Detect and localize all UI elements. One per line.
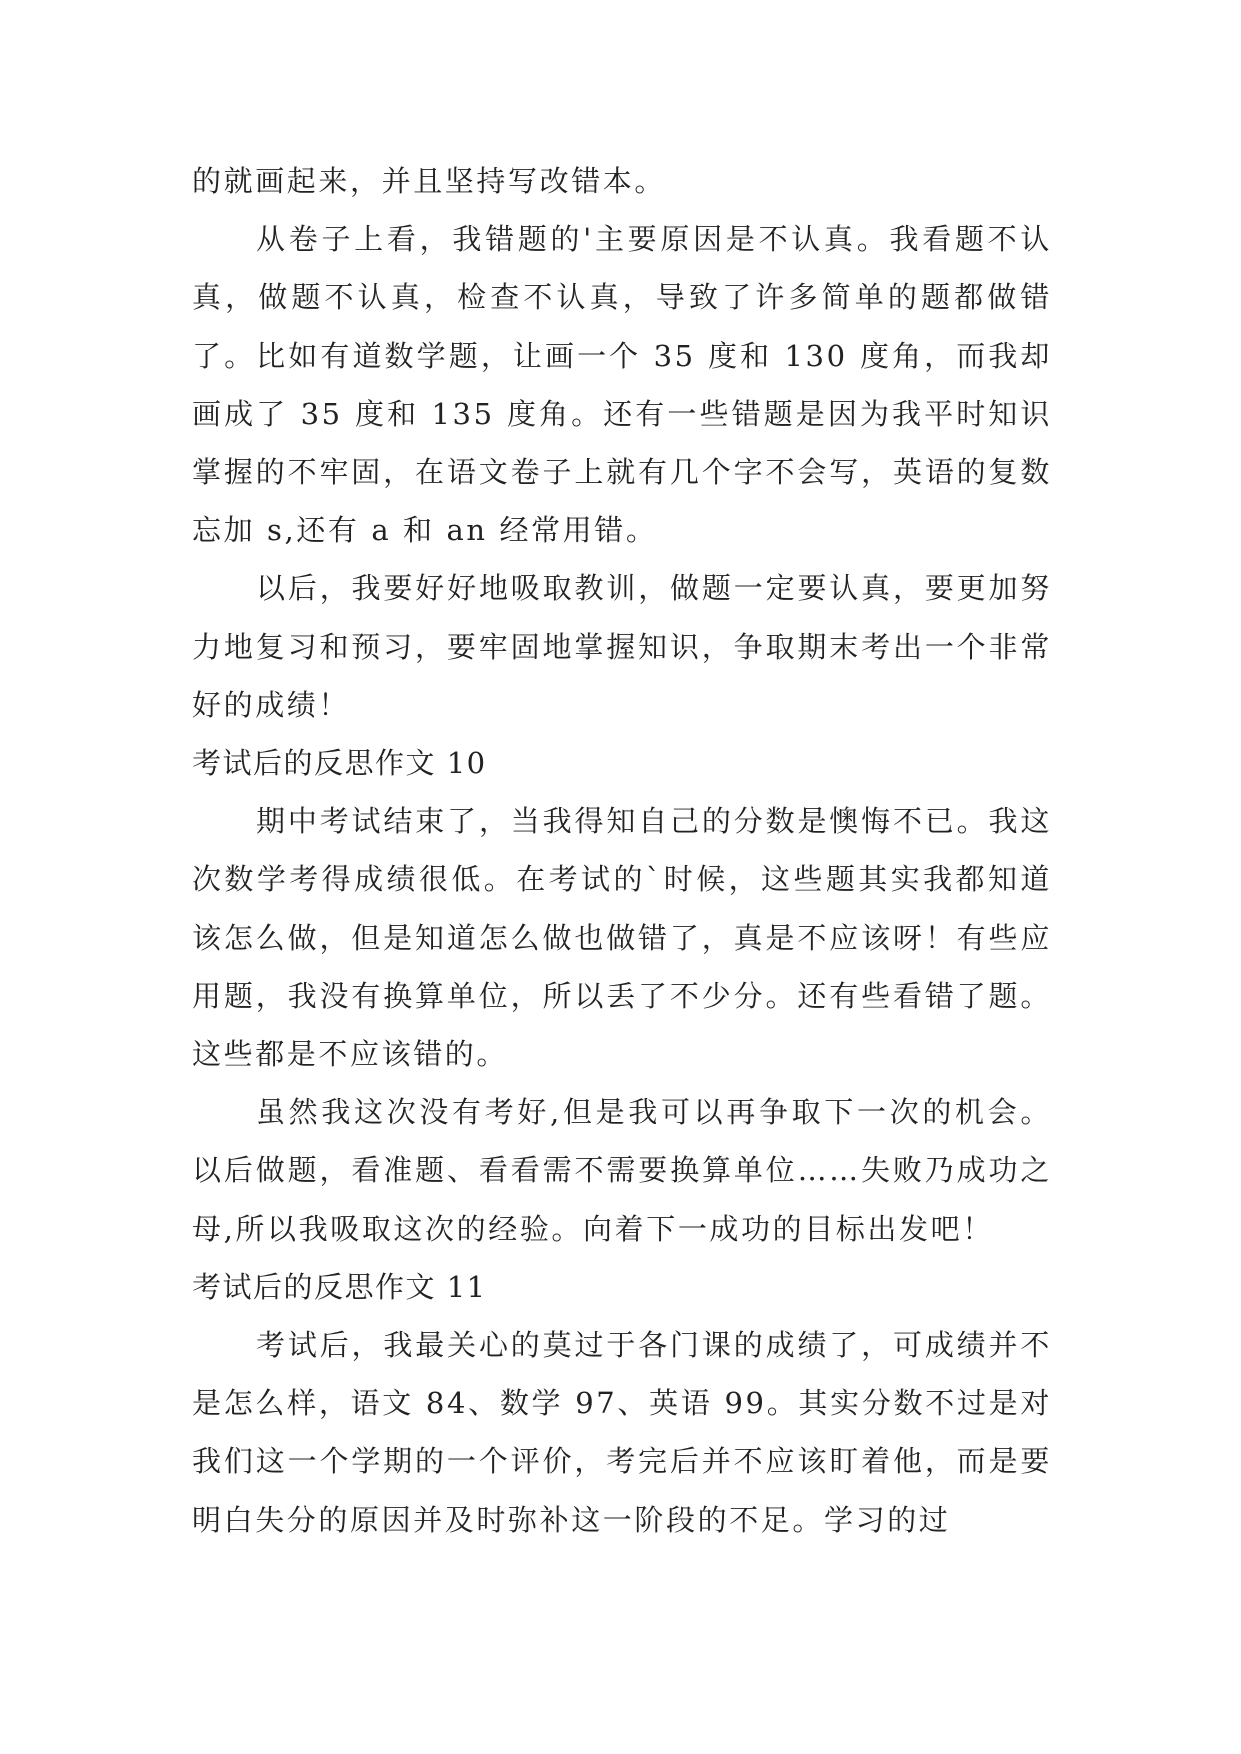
paragraph-continuation: 的就画起来，并且坚持写改错本。 [192, 164, 667, 198]
essay-heading-11: 考试后的反思作文 11 [192, 1269, 487, 1304]
paragraph-mistake-causes: 从卷子上看，我错题的'主要原因是不认真。我看题不认真，做题不认真，检查不认真，导致了许多简单的题都做错了。比如有道数学题，让画一个 35 度和 130 度角，而我却画成了 35 度和 135 度角。还有一些错题是因为我平时知识掌握的不牢固，在语文卷子上就有几个字不会写，英语的复数忘加 s,还有 a 和 an 经常用错。 [192, 222, 1052, 548]
paragraph-essay10-conclusion: 虽然我这次没有考好,但是我可以再争取下一次的机会。以后做题，看准题、看看需不需要换算单位……失败乃成功之母,所以我吸取这次的经验。向着下一成功的目标出发吧！ [192, 1095, 1052, 1246]
paragraph-resolution: 以后，我要好好地吸取教训，做题一定要认真，要更加努力地复习和预习，要牢固地掌握知识，争取期末考出一个非常好的成绩！ [192, 571, 1052, 722]
essay-heading-10: 考试后的反思作文 10 [192, 746, 487, 781]
paragraph-essay11-intro: 考试后，我最关心的莫过于各门课的成绩了，可成绩并不是怎么样，语文 84、数学 97、英语 99。其实分数不过是对我们这一个学期的一个评价，考完后并不应该盯着他，而是要明白失分的原因并及时弥补这一阶段的不足。学习的过 [192, 1328, 1052, 1537]
document-body [192, 152, 1052, 1549]
paragraph-essay10-intro: 期中考试结束了，当我得知自己的分数是懊悔不已。我这次数学考得成绩很低。在考试的`时候，这些题其实我都知道该怎么做，但是知道怎么做也做错了，真是不应该呀！有些应用题，我没有换算单位，所以丢了不少分。还有些看错了题。这些都是不应该错的。 [192, 804, 1052, 1072]
